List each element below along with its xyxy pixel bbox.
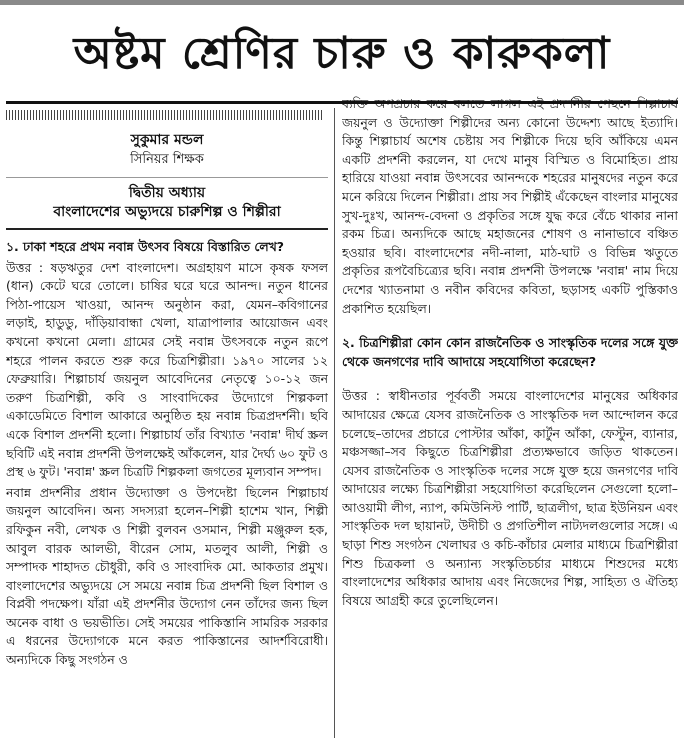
column-divider: [334, 108, 335, 738]
chapter-number: দ্বিতীয় অধ্যায়: [128, 185, 206, 201]
author-role: সিনিয়র শিক্ষক: [130, 152, 204, 167]
byline: [6, 126, 328, 178]
question-2: ২. চিত্রশিল্পীরা কোন কোন রাজনৈতিক ও সাংস্কৃতিক দলের সঙ্গে যুক্ত থেকে জনগণের দাবি আদায়ে সহযোগিতা করেছেন?: [342, 335, 678, 369]
answer-1: উত্তর : ষড়ঋতুর দেশ বাংলাদেশ। অগ্রহায়ণ মাসে কৃষক ফসল (ধান) কেটে ঘরে তোলে। চাষির ঘরে ঘরে আনন্দ। নতুন ধানের পিঠা-পায়েস খাওয়া, আনন্দ অনুষ্ঠান করা, যেমন–কবিগানের লড়াই, হাডুডু, দাঁড়িয়াবান্ধা খেলা, যাত্রাপালার আয়োজন এবং কখনো কখনো মেলা। গ্রামের সেই নবান্ন উৎসবকে নতুন রূপে শহরে পালন করতে শুরু করে চিত্রশিল্পীরা। ১৯৭০ সালের ১২ ফেব্রুয়ারি। শিল্পাচার্য জয়নুল আবেদিনের নেতৃত্বে ১০-১২ জন তরুণ চিত্রশিল্পী, কবি ও সাংবাদিকের উদ্যোগে শিল্পকলা একাডেমিতে বিশাল আকারে অনুষ্ঠিত হয় নবান্ন চিত্রপ্রদর্শনী। ছবি একে বিশাল প্রদর্শনী হলো। শিল্পাচার্য তাঁর বিখ্যাত 'নবান্ন' দীর্ঘ স্ক্রল ছবিটি এই নবান্ন প্রদর্শনী উপলক্ষেই আঁকলেন, যার দৈর্ঘ্য ৬০ ফুট ও প্রস্থ ৬ ফুট। 'নবান্ন' স্ক্রল চিত্রটি শিল্পকলা জগতের মূল্যবান সম্পদ।: [6, 259, 328, 480]
question-1: ১. ঢাকা শহরে প্রথম নবান্ন উৎসব বিষয়ে বিস্তারিত লেখ?: [6, 239, 284, 254]
right-column: [342, 95, 678, 725]
chapter-title: বাংলাদেশের অভ্যুদয়ে চারুশিল্প ও শিল্পীরা: [53, 204, 281, 220]
author-name: সুকুমার মন্ডল: [130, 132, 204, 148]
hatch-divider: [6, 110, 324, 120]
page-title: অষ্টম শ্রেণির চারু ও কারুকলা: [73, 28, 611, 79]
left-column: [6, 108, 328, 738]
answer-1-continued: নবান্ন প্রদর্শনীর প্রধান উদ্যোক্তা ও উপদেষ্টা ছিলেন শিল্পাচার্য জয়নুল আবেদিন। অন্য সদস্যরা হলেন–শিল্পী হাশেম খান, শিল্পী রফিকুন নবী, লেখক ও শিল্পী বুলবন ওসমান, শিল্পী মঞ্জুরুল হক, আবুল বারক আলভী, বীরেন সোম, মতলুব আলী, শিল্পী ও সম্পাদক শাহাদত চৌধুরী, কবি ও সাংবাদিক মো. আকতার প্রমুখ। বাংলাদেশের অভ্যুদয়ে সে সময়ে নবান্ন চিত্র প্রদর্শনী ছিল বিশাল ও বিপ্লবী পদক্ষেপ। যাঁরা এই প্রদর্শনীর উদ্যোগ নেন তাঁদের জন্য ছিল অনেক বাধা ও ভয়ভীতি। সেই সময়ের পাকিস্তানি সামরিক সরকার এ ধরনের উদ্যোগকে মনে করত পাকিস্তানের আদর্শবিরোধী। অন্যদিকে কিছু সংগঠন ও: [6, 484, 328, 668]
answer-1-end: ব্যক্তি অপপ্রচার করে বলতে লাগল এই প্রদর্শনীর পেছনে শিল্পাচার্য জয়নুল ও উদ্যোক্তা শিল্পীদের অন্য কোনো উদ্দেশ্য আছে ইত্যাদি। কিন্তু শিল্পাচার্য অশেষ চেষ্টায় সব শিল্পীকে দিয়ে ছবি আঁকিয়ে এমন একটি প্রদর্শনী করলেন, যা দেখে মানুষ বিস্মিত ও বিমোহিত। প্রায় হারিয়ে যাওয়া নবান্ন উৎসবের আনন্দকে শহরের মানুষদের নতুন করে মনে করিয়ে দিলেন শিল্পীরা। প্রায় সব শিল্পীই এঁকেছেন বাংলার মানুষের সুখ-দুঃখ, আনন্দ-বেদনা ও প্রকৃতির সঙ্গে যুদ্ধ করে বেঁচে থাকার নানা রকম চিত্র। অন্যদিকে আছে মহাজনের শোষণ ও নানাভাবে বঞ্চিত হওয়ার ছবি। বাংলাদেশের নদী-নালা, মাঠ-ঘাট ও বিভিন্ন ঋতুতে প্রকৃতির রূপবৈচিত্র্যের ছবি। নবান্ন প্রদর্শনী উপলক্ষে 'নবান্ন' নাম দিয়ে দেশের খ্যাতনামা ও নবীন কবিদের কবিতা, ছড়াসহ একটি পুস্তিকাও প্রকাশিত হয়েছিল।: [342, 96, 678, 316]
answer-2: উত্তর : স্বাধীনতার পূর্ববর্তী সময়ে বাংলাদেশের মানুষের অধিকার আদায়ের ক্ষেত্রে যেসব রাজনৈতিক ও সাংস্কৃতিক দল আন্দোলন করে চলেছে–তাদের প্রচারে পোস্টার আঁকা, কার্টুন আঁকা, ফেস্টুন, ব্যানার, মঞ্চসজ্জা–সব কিছুতে চিত্রশিল্পীরা প্রত্যক্ষভাবে জড়িত থাকতেন। যেসব রাজনৈতিক ও সাংস্কৃতিক দলের সঙ্গে যুক্ত হয়ে জনগণের দাবি আদায়ের লক্ষ্যে চিত্রশিল্পীরা সহযোগিতা করেছিলেন সেগুলো হলো–আওয়ামী লীগ, ন্যাপ, কমিউনিস্ট পার্টি, ছাত্রলীগ, ছাত্র ইউনিয়ন এবং সাংস্কৃতিক দল ছায়ানট, উদীচী ও প্রগতিশীল নাট্যদলগুলোর সঙ্গে। এ ছাড়া শিশু সংগঠন খেলাঘর ও কচি-কাঁচার মেলার মাধ্যমে চিত্রশিল্পীরা শিশু চিত্রকলা ও অন্যান্য সংস্কৃতিচর্চার মাধ্যমে শিশুদের মধ্যে বাংলাদেশের অধিকার আদায় এবং নিজেদের শিল্প, সাহিত্য ও ঐতিহ্য বিষয়ে আগ্রহী করে তুলেছিলেন।: [342, 388, 678, 608]
chapter-heading: [6, 184, 328, 230]
top-rule: [0, 0, 684, 5]
